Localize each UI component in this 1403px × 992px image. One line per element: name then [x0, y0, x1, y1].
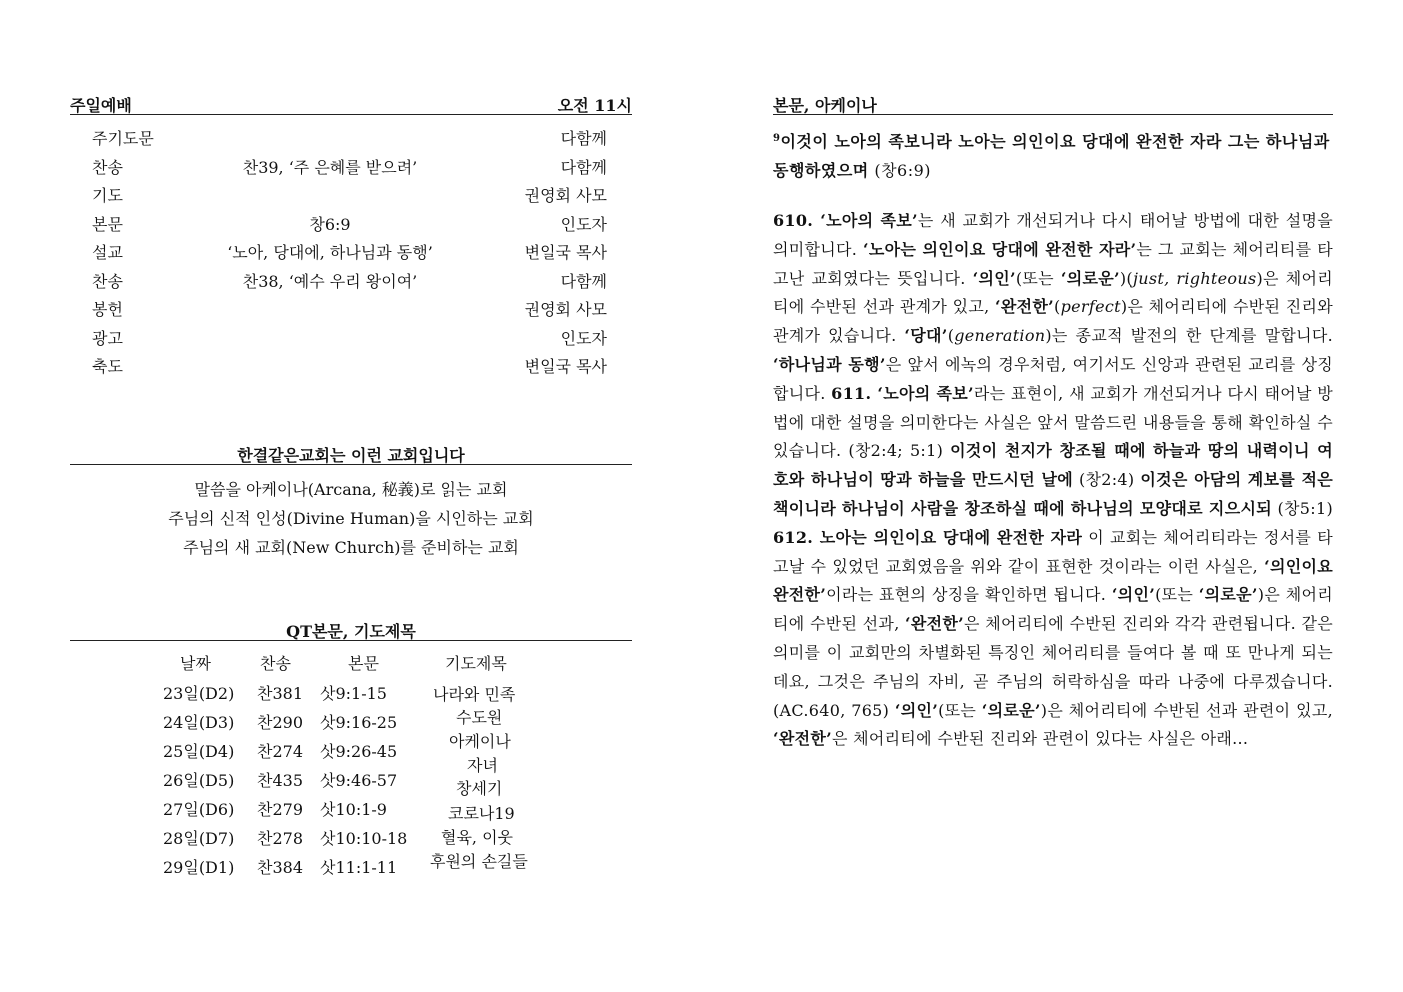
service-row: [70, 235, 632, 264]
italic-segment: generation: [954, 326, 1046, 346]
bold-segment: ‘의인’: [894, 700, 939, 720]
service-item: 주기도문: [92, 129, 154, 148]
service-row: [70, 321, 632, 350]
qt-prayer: 코로나19: [448, 803, 515, 823]
qt-prayer: 자녀: [467, 755, 498, 775]
service-item: 광고: [92, 328, 123, 348]
bold-segment: ‘의로운’: [1060, 268, 1120, 288]
text-segment: (창2:4): [1073, 470, 1141, 490]
text-segment: 은 체어리티에 수반된 진리와 관련이 있다는 사실은 아래...: [832, 729, 1249, 749]
text-segment: 이 교회는 체어리티라는 정서를 타고날 수 있었던 교회였음을 위와 같이 표현한 것이라는 이런 사실은,: [773, 527, 1333, 576]
qt-header-hymn: 찬송: [260, 653, 291, 673]
bold-segment: ‘노아는 의인이요 당대에 완전한 자라’: [863, 239, 1137, 259]
qt-header-date: 날짜: [180, 653, 211, 673]
order-of-service: [70, 121, 632, 378]
bold-segment: ‘의인’: [972, 268, 1016, 288]
qt-text: 삿9:1-15: [320, 683, 387, 703]
service-person: 다함께: [560, 271, 607, 291]
text-segment: 은 체어리티에 수반된 진리와 각각 관련됩니다. 같은 의미를 이 교회만의 차별화된 특징인 체어리티를 들여다 볼 때 또 만나게 되는데요, 그것은 주님의 자비, 곧 주님의 허락하심을 따라 나중에 다루겠습니다. (AC.640, 765): [773, 614, 1333, 720]
qt-prayer: 혈육, 이웃: [441, 827, 513, 847]
qt-hymn: 찬435: [257, 770, 303, 790]
service-detail: 찬39, ‘주 은혜를 받으려’: [242, 157, 418, 177]
qt-hymn: 찬278: [257, 828, 303, 848]
qt-section-title: QT본문, 기도제목: [70, 618, 632, 641]
bold-segment: 이것이 천지가 창조될 때에 하늘과 땅의 내력이니 여호와 하나님이 땅과 하늘을 만드시던 날에: [773, 441, 1333, 490]
worship-header: [70, 92, 632, 115]
scripture-verse: [773, 127, 1333, 185]
left-page: [70, 92, 632, 877]
qt-prayer: 수도원: [456, 707, 503, 727]
qt-date: 23일(D2): [163, 683, 235, 703]
service-row: [70, 264, 632, 293]
service-row: [70, 121, 632, 150]
service-row: [70, 207, 632, 236]
bold-segment: 612. 노아는 의인이요 당대에 완전한 자라: [773, 527, 1083, 547]
text-segment: )은 체어리티에 수반된 선과 관계가 있고,: [773, 268, 1334, 317]
qt-date: 26일(D5): [163, 770, 235, 790]
service-person: 권영회 사모: [524, 186, 607, 205]
right-page: [773, 92, 1333, 754]
service-item: 찬송: [92, 157, 123, 177]
service-row: [70, 292, 632, 321]
service-item: 설교: [92, 243, 123, 262]
bold-segment: ‘의로운’: [981, 700, 1041, 720]
church-statements: [70, 475, 632, 562]
service-item: 찬송: [92, 271, 123, 291]
qt-prayer: 아케이나: [449, 731, 511, 751]
service-person: 변일국 목사: [524, 357, 607, 376]
verse-text: 이것이 노아의 족보니라 노아는 의인이요 당대에 완전한 자라 그는 하나님과 동행하였으며: [773, 132, 1330, 180]
text-header-title: 본문, 아케이나: [773, 96, 877, 115]
qt-date: 28일(D7): [163, 828, 235, 848]
worship-time: 오전 11시: [557, 96, 632, 115]
service-person: 다함께: [560, 129, 607, 148]
italic-segment: perfect: [1060, 297, 1121, 317]
text-segment: )은 체어리티에 수반된 진리와 관계가 있습니다.: [773, 297, 1333, 346]
qt-hymn: 찬381: [257, 683, 303, 703]
church-line: 주님의 신적 인성(Divine Human)을 시인하는 교회: [168, 508, 534, 528]
service-row: [70, 150, 632, 179]
text-segment: )은 체어리티에 수반된 선과,: [773, 585, 1333, 634]
qt-text: 삿10:10-18: [320, 828, 408, 848]
text-segment: 은 앞서 에녹의 경우처럼, 여기서도 신앙과 관련된 교리를 상징합니다.: [773, 354, 1334, 403]
text-segment: )는 종교적 발전의 한 단계를 말합니다.: [1045, 326, 1333, 346]
italic-segment: just, righteous: [1132, 268, 1257, 288]
bold-segment: ‘하나님과 동행’: [773, 354, 886, 374]
church-line: 말씀을 아케이나(Arcana, 秘義)로 읽는 교회: [194, 479, 508, 499]
qt-text: 삿9:26-45: [320, 741, 398, 761]
church-section-title: 한결같은교회는 이런 교회입니다: [70, 442, 632, 465]
bold-segment: ‘완전한’: [773, 729, 833, 749]
text-segment: (: [1054, 297, 1061, 317]
qt-date: 25일(D4): [163, 741, 235, 761]
bold-segment: ‘의로운’: [1198, 585, 1258, 605]
bold-segment: ‘완전한’: [905, 614, 965, 634]
qt-hymn: 찬274: [257, 741, 303, 761]
qt-text: 삿11:1-11: [320, 857, 398, 877]
verse-reference: (창6:9): [868, 161, 932, 180]
service-row: [70, 349, 632, 378]
qt-header-text: 본문: [348, 653, 379, 673]
text-segment: )(: [1119, 268, 1133, 288]
service-item: 본문: [92, 214, 123, 234]
text-header: [773, 92, 1333, 115]
qt-header-prayer: 기도제목: [445, 653, 507, 673]
arcana-body-text: [773, 207, 1333, 754]
text-segment: 는 새 교회가 개선되거나 다시 태어날 방법에 대한 설명을 의미합니다.: [773, 211, 1333, 259]
service-item: 기도: [92, 186, 123, 205]
qt-hymn: 찬290: [257, 712, 303, 732]
qt-text: 삿10:1-9: [320, 799, 387, 819]
service-detail: ‘노아, 당대에, 하나님과 동행’: [227, 243, 433, 262]
bold-segment: ‘의인’: [1111, 585, 1156, 605]
text-segment: (또는: [1015, 268, 1061, 288]
qt-date: 24일(D3): [163, 712, 235, 732]
qt-date: 29일(D1): [163, 857, 235, 877]
qt-prayer: 나라와 민족: [433, 684, 516, 704]
qt-date: 27일(D6): [163, 799, 235, 819]
service-person: 인도자: [560, 328, 607, 348]
service-person: 권영회 사모: [524, 300, 607, 319]
bold-segment: 610. ‘노아의 족보’: [773, 211, 918, 230]
service-person: 변일국 목사: [524, 243, 607, 262]
text-segment: (: [947, 326, 955, 346]
qt-text: 삿9:46-57: [320, 770, 398, 790]
verse-number: 9: [773, 133, 781, 144]
text-segment: )은 체어리티에 수반된 선과 관련이 있고,: [1040, 700, 1333, 720]
bold-segment: ‘완전한’: [995, 297, 1055, 317]
text-segment: (또는: [938, 700, 982, 720]
service-item: 축도: [92, 357, 123, 376]
bold-segment: ‘당대’: [904, 326, 948, 346]
service-person: 다함께: [560, 157, 607, 177]
text-segment: (또는: [1155, 585, 1199, 605]
service-person: 인도자: [560, 214, 607, 234]
text-segment: 이라는 표현의 상징을 확인하면 됩니다.: [826, 585, 1112, 605]
text-segment: 는 그 교회는 체어리티를 타고난 교회였다는 뜻입니다.: [773, 239, 1333, 288]
qt-prayer: 창세기: [456, 778, 503, 798]
service-item: 봉헌: [92, 300, 123, 319]
qt-text: 삿9:16-25: [320, 712, 398, 732]
bold-segment: 611. ‘노아의 족보’: [831, 383, 974, 403]
service-detail: 창6:9: [309, 214, 351, 234]
text-segment: (창5:1): [1271, 498, 1333, 518]
qt-hymn: 찬384: [257, 857, 303, 877]
qt-table: [70, 647, 632, 877]
church-line: 주님의 새 교회(New Church)를 준비하는 교회: [183, 537, 519, 557]
service-detail: 찬38, ‘예수 우리 왕이여’: [242, 271, 418, 291]
worship-title: 주일예배: [70, 96, 132, 115]
text-segment: 라는 표현이, 새 교회가 개선되거나 다시 태어날 방법에 대한 설명을 의미한다는 사실은 앞서 말씀드린 내용들을 통해 확인하실 수 있습니다. (창2:4; 5:1): [773, 383, 1333, 461]
bold-segment: 이것은 아담의 계보를 적은 책이니라 하나님이 사람을 창조하실 때에 하나님의 모양대로 지으시되: [773, 470, 1333, 518]
qt-prayer-extra: 후원의 손길들: [430, 851, 528, 871]
qt-hymn: 찬279: [257, 799, 303, 819]
service-row: [70, 178, 632, 207]
bold-segment: ‘의인이요 완전한’: [773, 556, 1333, 605]
